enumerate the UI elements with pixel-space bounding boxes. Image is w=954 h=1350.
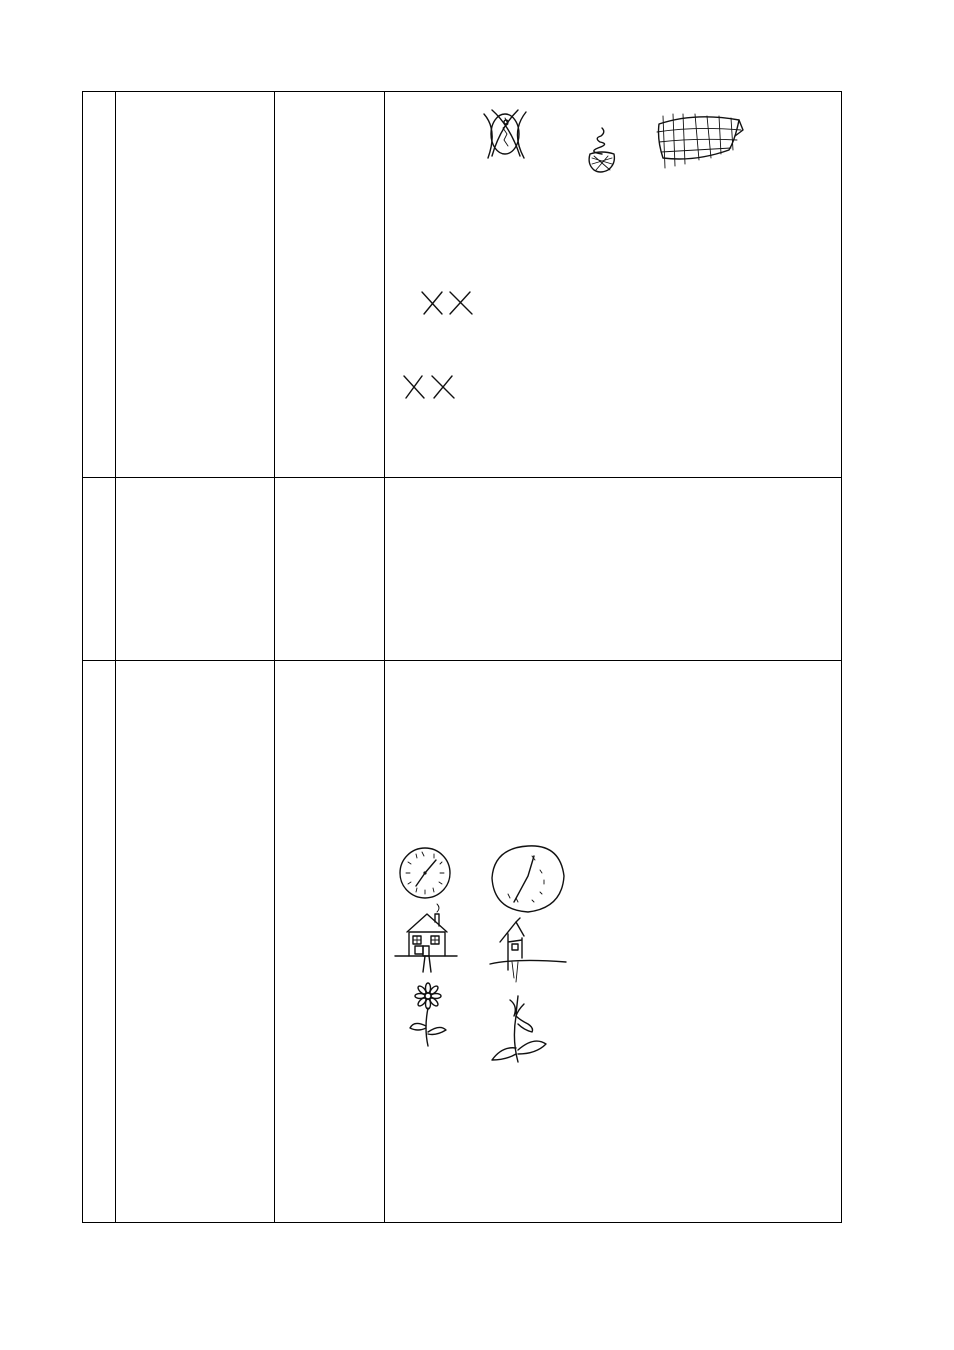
- house-model-icon: [393, 902, 459, 972]
- row-divider-2: [83, 660, 841, 661]
- column-divider-3: [384, 92, 385, 1222]
- column-divider-1: [115, 92, 116, 1222]
- flower-model-icon: [404, 984, 450, 1050]
- document-table: [82, 91, 842, 1223]
- chick-scribble-icon: [480, 108, 530, 160]
- column-divider-2: [274, 92, 275, 1222]
- crossed-letters-icon: [400, 374, 460, 400]
- crossed-letters-icon: [420, 290, 480, 316]
- house-copy-icon: [486, 918, 568, 984]
- small-table-scribble-icon: [584, 124, 620, 176]
- clock-model-icon: [398, 846, 452, 900]
- row-divider-1: [83, 477, 841, 478]
- farm-tool-scribble-icon: [655, 110, 745, 170]
- flower-copy-icon: [488, 994, 550, 1066]
- clock-copy-icon: [488, 842, 568, 916]
